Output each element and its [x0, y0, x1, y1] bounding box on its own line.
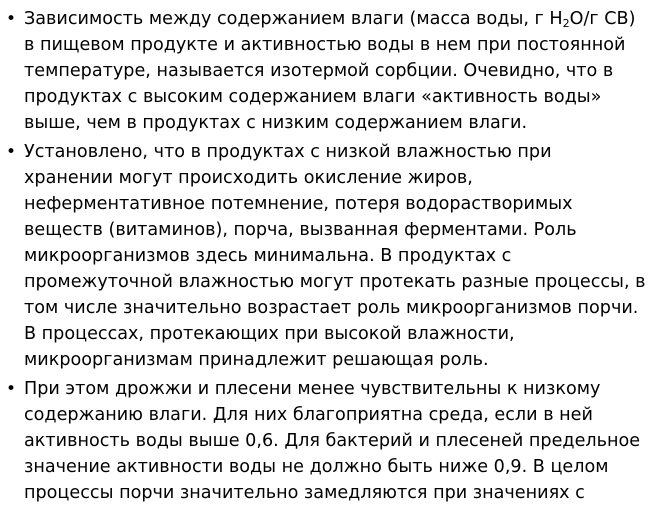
- bullet-dot-icon: •: [6, 379, 17, 399]
- bullet-item-yeast-mold: [6, 376, 646, 506]
- bullet-list: [6, 6, 646, 509]
- bullet-dot-icon: •: [6, 9, 17, 29]
- bullet-text: Зависимость между содержанием влаги (масса воды, г $H_2O/г$ СВ) в пищевом продукте и активностью воды в нем при постоянной температуре, называется изотермой сорбции. Очевидно, что в продуктах с высоким содержанием влаги «активность воды» выше, чем в продуктах с низким содержанием влаги.: [24, 9, 636, 133]
- bullet-text: Установлено, что в продуктах с низкой влажностью при хранении могут происходить окисление жиров, неферментативное потемнение, потеря водорастворимых веществ (витаминов), порча, вызванная ферментами. Роль микроорганизмов здесь минимальна. В продуктах с промежуточной влажностью могут протекать разные процессы, в том числе значительно возрастает роль микроорганизмов порчи. В процессах, протекающих при высокой влажности, микроорганизмам принадлежит решающая роль.: [24, 142, 646, 370]
- bullet-dot-icon: •: [6, 142, 17, 162]
- bullet-item-isotherm: [6, 6, 646, 136]
- bullet-item-low-humidity: [6, 139, 646, 373]
- bullet-text: При этом дрожжи и плесени менее чувствительны к низкому содержанию влаги. Для них благоприятна среда, если в ней активность воды выше 0,6. Для бактерий и плесеней предельное значение активности воды не должно быть ниже 0,9. В целом процессы порчи значительно замедляются при значениях с: [24, 379, 641, 503]
